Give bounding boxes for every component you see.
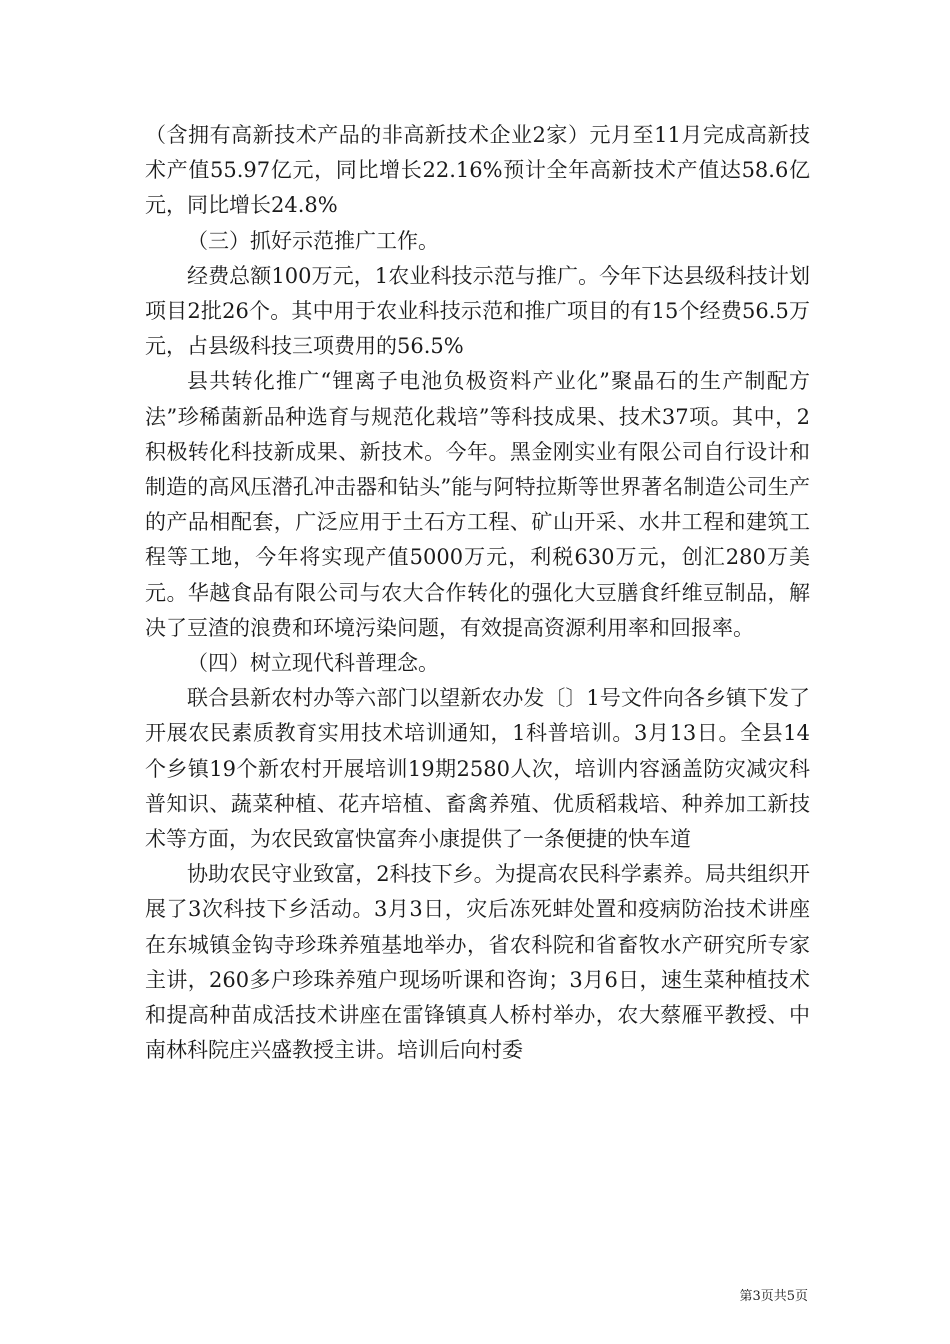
section-heading-3: （三）抓好示范推广工作。 — [187, 228, 439, 253]
section-heading-4: （四）树立现代科普理念。 — [187, 651, 439, 676]
paragraph-tech-to-countryside: 协助农民守业致富，2科技下乡。为提高农民科学素养。局共组织开展了3次科技下乡活动。3月3日，灾后冻死蚌处置和疫病防治技术讲座在东城镇金钩寺珍珠养殖基地举办，省农科院和省畜牧水产研究所专家主讲，260多户珍珠养殖户现场听课和咨询；3月6日，速生菜种植技术和提高种苗成活技术讲座在雷锋镇真人桥村举办，农大蔡雁平教授、中南林科院庄兴盛教授主讲。培训后向村委 — [145, 862, 810, 1063]
paragraph-continuation: （含拥有高新技术产品的非高新技术企业2家）元月至11月完成高新技术产值55.97亿元，同比增长22.16%预计全年高新技术产值达58.6亿元，同比增长24.8% — [145, 123, 810, 218]
document-body — [145, 118, 810, 1068]
paragraph-tech-transfer: 县共转化推广“锂离子电池负极资料产业化”聚晶石的生产制配方法”珍稀菌新品种选育与规范化栽培”等科技成果、技术37项。其中，2积极转化科技新成果、新技术。今年。黑金刚实业有限公司自行设计和制造的高风压潜孔冲击器和钻头”能与阿特拉斯等世界著名制造公司生产的产品相配套，广泛应用于土石方工程、矿山开采、水井工程和建筑工程等工地，今年将实现产值5000万元，利税630万元，创汇280万美元。华越食品有限公司与农大合作转化的强化大豆膳食纤维豆制品，解决了豆渣的浪费和环境污染问题，有效提高资源利用率和回报率。 — [145, 369, 810, 640]
paragraph-funding: 经费总额100万元，1农业科技示范与推广。今年下达县级科技计划项目2批26个。其中用于农业科技示范和推广项目的有15个经费56.5万元，占县级科技三项费用的56.5% — [145, 263, 810, 359]
paragraph-training: 联合县新农村办等六部门以望新农办发〔〕1号文件向各乡镇下发了开展农民素质教育实用技术培训通知，1科普培训。3月13日。全县14个乡镇19个新农村开展培训19期2580人次，培训内容涵盖防灾减灾科普知识、蔬菜种植、花卉培植、畜禽养殖、优质稻栽培、种养加工新技术等方面，为农民致富快富奔小康提供了一条便捷的快车道 — [145, 686, 810, 852]
page-number: 第3页共5页 — [739, 1289, 808, 1304]
